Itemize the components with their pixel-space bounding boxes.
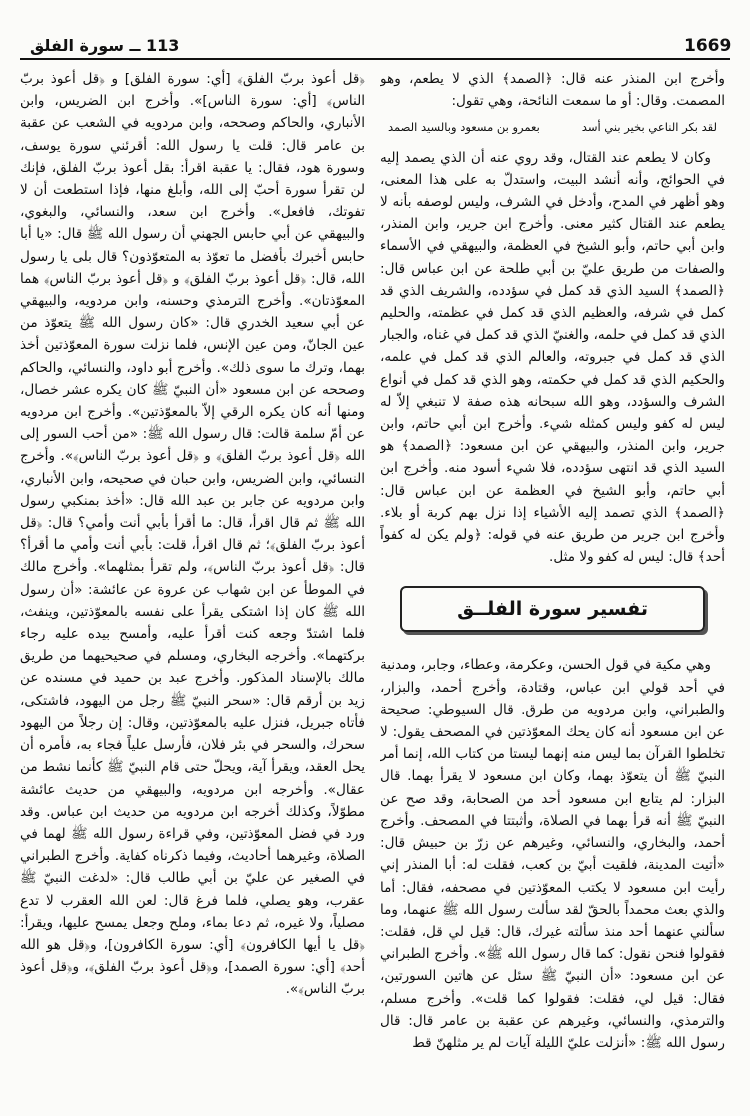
poem-hemistich-second: بعمرو بن مسعود وبالسيد الصمد — [388, 120, 540, 135]
page-number: 1669 — [684, 36, 732, 56]
section-title: تفسير سورة الفلــق — [457, 598, 648, 621]
poem-verse — [380, 116, 725, 138]
paragraph: وهي مكية في قول الحسن، وعكرمة، وعطاء، وجابر، ومدنية في أحد قولي ابن عباس، وقتادة، وأخرج أحمد، والبزار، والطبراني، وابن مردويه من طرق. قال السيوطي: صحيحة عن ابن مسعود أنه كان يحك المعوّذتين في المصحف يقول: لا تخلطوا القرآن بما ليس منه إنهما ليستا من كتاب الله، إنما أمر النبيّ ﷺ أن يتعوّذ بهما، وكان ابن مسعود لا يقرأ بهما. قال البزار: لم يتابع ابن مسعود أحد من الصحابة، وقد صح عن النبيّ ﷺ أنه قرأ بهما في الصلاة، وأثبتتا في المصحف. وأخرج أحمد، والبخاري، والنسائي، وغيرهم عن زرّ بن حبيش قال: «أتيت المدينة، فلقيت أبيّ بن كعب، فقلت له: أبا المنذر إني رأيت ابن مسعود لا يكتب المعوّذتين في مصحفه، فقال: أما والذي بعث محمداً بالحقّ لقد سألت رسول الله ﷺ عنهما، وما سألني عنهما أحد منذ سألته غيرك، قال: قيل لي قل، فقلت: فقولوا فنحن نقول: كما قال رسول الله ﷺ». وأخرج الطبراني عن ابن مسعود: «أن النبيّ ﷺ سئل عن هاتين السورتين، فقال: قيل لي، فقلت: فقولوا كما قلت». وأخرج مسلم، والترمذي، والنسائي، وغيرهم عن عقبة بن عامر قال: قال رسول الله ﷺ: «أنزلت عليّ الليلة آيات لم ير مثلهنّ قط — [380, 657, 725, 1051]
page-header — [22, 32, 732, 58]
header-rule — [20, 58, 730, 60]
running-title: 113 ــ سورة الفلق — [30, 36, 180, 55]
paragraph: وكان لا يطعم عند القتال، وقد روي عنه أن الذي يصمد إليه في الحوائج، وأنه أنشد البيت، واستدلّ به على هذا المعنى، وهو أظهر في المدح، وأدخل في الشرف، وليس لوصفه بأنه لا يطعم عند القتال كثير معنى. وأخرج ابن جرير، وابن المنذر، وابن أبي حاتم، وأبو الشيخ في العظمة، والبيهقي في الأسماء والصفات من طريق عليّ بن أبي طلحة عن ابن عباس قال: ﴿الصمد﴾ السيد الذي قد كمل في سؤدده، والشريف الذي قد كمل في شرفه، والعظيم الذي قد كمل في عظمته، والحليم الذي قد كمل في حلمه، والغنيّ الذي قد كمل في غناه، والجبار الذي قد كمل في جبروته، والعالم الذي قد كمل في علمه، والحكيم الذي قد كمل في حكمته، وهو الذي قد كمل في أنواع الشرف والسؤدد، وهو الله سبحانه هذه صفة لا تنبغي إلاّ له ليس له كفو وليس كمثله شيء. وأخرج ابن أبي حاتم، وابن جرير، وابن المنذر، والبيهقي عن ابن مسعود: ﴿الصمد﴾ هو السيد الذي قد انتهى سؤدده، فلا شيء أسود منه. وأخرج ابن أبي حاتم، وأبو الشيخ في العظمة عن ابن عباس قال: ﴿الصمد﴾ الذي تصمد إليه الأشياء إذا نزل بهم كربة أو بلاء. وأخرج ابن جرير من طريق عنه في قوله: ﴿ولم يكن له كفواً أحد﴾ قال: ليس له كفو ولا مثل. — [380, 149, 725, 566]
poem-hemistich-first: لقد بكر الناعي بخير بني أسد — [581, 120, 717, 135]
right-column — [380, 68, 725, 1098]
paragraph: ﴿قل أعوذ بربّ الفلق﴾ [أي: سورة الفلق] و ﴿قل أعوذ بربّ الناس﴾ [أي: سورة الناس]». وأخرج ابن الضريس، وابن الأنباري، والحاكم وصححه، وابن مردويه في الشعب عن عقبة بن عامر قال: قلت يا رسول الله: أقرئني سورة يوسف، وسورة هود، فقال: يا عقبة اقرأ: بقل أعوذ بربّ الفلق، فإنك لن تقرأ سورة أحبّ إلى الله، وأبلغ منها، فإذا استطعت أن لا تفوتك، فافعل». وأخرج ابن سعد، والنسائي، والبغوي، والبيهقي عن أبي حابس الجهني أن رسول الله ﷺ قال: «يا أبا حابس أخبرك بأفضل ما تعوّذ به المتعوّذون؟ قال بلى يا رسول الله، قال: ﴿قل أعوذ بربّ الفلق﴾ و ﴿قل أعوذ بربّ الناس﴾ هما المعوّذتان». وأخرج الترمذي وحسنه، وابن مردويه، والبيهقي عن أبي سعيد الخدري قال: «كان رسول الله ﷺ يتعوّذ من عين الجانّ، ومن عين الإنس، فلما نزلت سورة المعوّذتين أخذ بهما، وترك ما سوى ذلك». وأخرج أبو داود، والنسائي، والحاكم وصححه عن ابن مسعود «أن النبيّ ﷺ كان يكره عشر خصال، ومنها أنه كان يكره الرقي إلاّ بالمعوّذتين». وأخرج ابن مردويه عن أمّ سلمة قالت: قال رسول الله ﷺ: «من أحب السور إلى الله ﴿قل أعوذ بربّ الفلق﴾ و ﴿قل أعوذ بربّ الناس﴾». وأخرج النسائي، وابن الضريس، وابن حبان في صحيحه، وابن الأنباري، وابن مردويه عن جابر بن عبد الله قال: «أخذ بمنكبي رسول الله ﷺ ثم قال اقرأ، قال: ما أقرأ بأبي أنت وأمي؟ قال: ﴿قل أعوذ بربّ الفلق﴾؛ ثم قال اقرأ، قلت: بأبي أنت وأمي ما أقرأ؟ قال: ﴿قل أعوذ بربّ الناس﴾، ولم تقرأ بمثلهما». وأخرج مالك في الموطأ عن ابن شهاب عن عروة عن عائشة: «أن رسول الله ﷺ كان إذا اشتكى يقرأ على نفسه بالمعوّذتين، وينفث، فلما اشتدّ وجعه كنت أقرأ عليه، وأمسح بيده عليه رجاء بركتهما». وأخرجه البخاري، ومسلم في صحيحيهما من طريق مالك بالإسناد المذكور. وأخرج عبد بن حميد في مسنده عن زيد بن أرقم قال: «سحر النبيّ ﷺ رجل من اليهود، فاشتكى، فأتاه جبريل، فنزل عليه بالمعوّذتين، وقال: إن رجلاً من اليهود سحرك، والسحر في بئر فلان، فأرسل علياً فجاء به، فأمره أن يحل العقد، ويقرأ آية، ويحلّ حتى قام النبيّ ﷺ كأنما نشط من عقال». وأخرجه ابن مردويه، والبيهقي من حديث عائشة مطوّلاً، وكذلك أخرجه ابن مردويه من حديث ابن عباس. وقد ورد في فضل المعوّذتين، وفي قراءة رسول الله ﷺ لهما في الصلاة، وغيرهما أحاديث، وفيما ذكرناه كفاية. وأخرج الطبراني في الصغير عن عليّ بن أبي طالب قال: «لدغت النبيّ ﷺ عقرب، وهو يصلي، فلما فرغ قال: لعن الله العقرب لا تدع مصلياً، ولا غيره، ثم دعا بماء، وملح وجعل يمسح عليها، ويقرأ: ﴿قل يا أيها الكافرون﴾ [أي: سورة الكافرون]، و﴿قل هو الله أحد﴾ [أي: سورة الصمد]، و﴿قل أعوذ بربّ الفلق﴾، و﴿قل أعوذ بربّ الناس﴾». — [20, 71, 365, 998]
section-heading-box — [400, 586, 705, 632]
left-column — [20, 68, 365, 1098]
paragraph: وأخرج ابن المنذر عنه قال: ﴿الصمد﴾ الذي لا يطعم، وهو المصمت. وقال: أو ما سمعت النائحة، وهي تقول: — [380, 71, 725, 110]
